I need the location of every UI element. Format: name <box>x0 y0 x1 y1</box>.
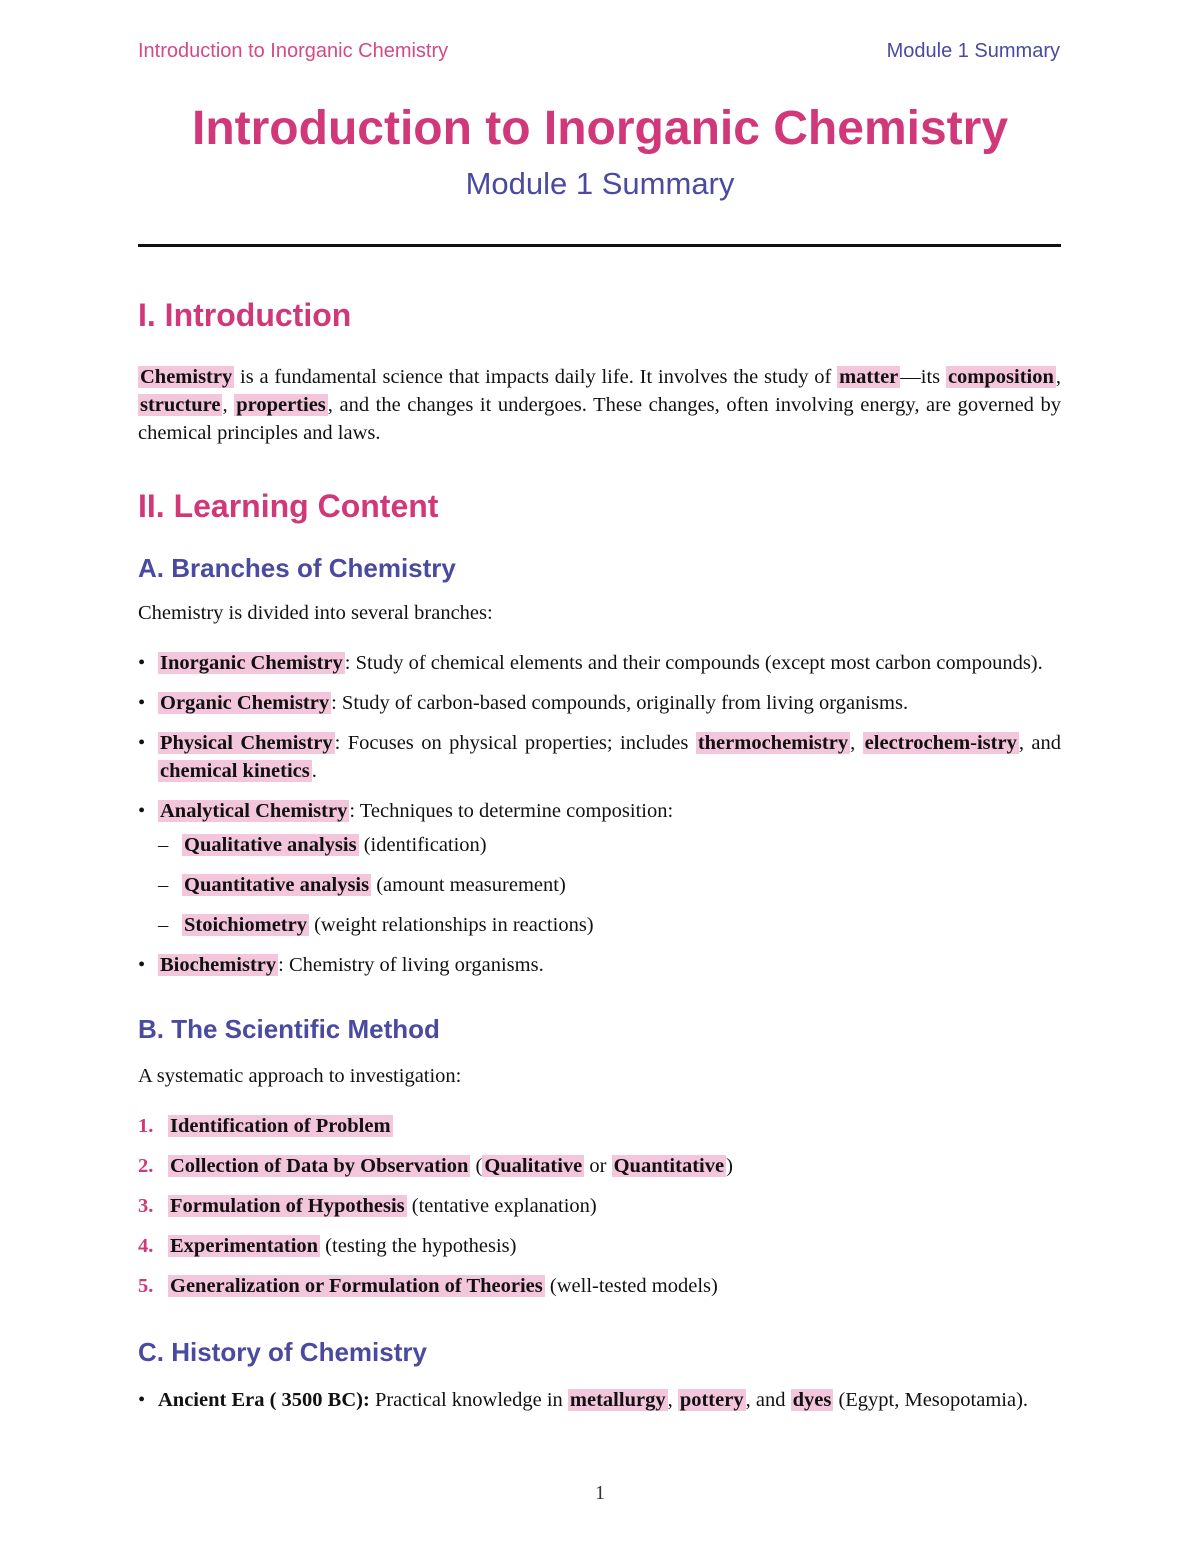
era-description: , <box>667 1389 678 1412</box>
list-item <box>138 1272 1061 1300</box>
term-biochemistry: Biochemistry <box>160 953 277 976</box>
step-term: Collection of Data by Observation <box>170 1154 469 1177</box>
term-description: : Focuses on physical properties; includes <box>334 731 696 754</box>
keyword-qualitative: Qualitative <box>484 1154 583 1177</box>
term-analytical-chemistry: Analytical Chemistry <box>160 799 348 822</box>
keyword-dyes: dyes <box>792 1389 832 1412</box>
term-description: : Study of chemical elements and their compounds (except most carbon compounds). <box>344 651 1043 674</box>
branches-intro: Chemistry is divided into several branches: <box>138 601 493 624</box>
term-description: : Study of carbon-based compounds, originally from living organisms. <box>331 691 909 714</box>
intro-text: , and the changes it undergoes. These changes, often involving energy, are governed by chemical principles and laws. <box>138 394 1062 445</box>
document-title: Introduction to Inorganic Chemistry <box>191 102 1009 155</box>
list-item <box>138 1152 1061 1180</box>
section-introduction-heading: I. Introduction <box>138 297 352 333</box>
step-number: 1. <box>138 1114 154 1137</box>
list-item <box>138 1232 1061 1260</box>
term-stoichiometry: Stoichiometry <box>184 913 307 936</box>
keyword-metallurgy: metallurgy <box>569 1389 666 1412</box>
term-description: (amount measurement) <box>371 873 566 896</box>
era-label: Ancient Era ( 3500 BC): <box>158 1389 370 1412</box>
intro-text: is a fundamental science that impacts daily life. It involves the study of <box>234 366 838 389</box>
step-term: Experimentation <box>170 1234 319 1257</box>
sub-list-item <box>158 831 1061 859</box>
section-learning-content-heading: II. Learning Content <box>138 488 439 525</box>
step-description: (tentative explanation) <box>406 1194 597 1217</box>
step-description: (well-tested models) <box>544 1274 718 1297</box>
keyword-thermochemistry: thermochemistry <box>697 731 849 754</box>
term-description: : Chemistry of living organisms. <box>278 953 544 976</box>
intro-text: , <box>222 394 235 417</box>
running-header-module: Module 1 Summary <box>886 40 1060 62</box>
title-rule <box>138 244 1061 247</box>
intro-text: —its <box>900 366 946 389</box>
sub-list-item <box>158 911 1061 939</box>
keyword-composition: composition <box>947 366 1054 389</box>
step-term: Generalization or Formulation of Theories <box>170 1274 543 1297</box>
era-description: Practical knowledge in <box>369 1389 568 1412</box>
step-description: (testing the hypothesis) <box>320 1234 517 1257</box>
method-steps-list <box>138 1112 1061 1300</box>
list-item <box>138 1386 1061 1414</box>
list-item <box>138 1192 1061 1220</box>
era-description: (Egypt, Mesopotamia). <box>833 1389 1029 1412</box>
list-item <box>138 797 1061 939</box>
branches-list <box>138 649 1061 979</box>
term-description: . <box>311 759 317 782</box>
step-description: ( <box>470 1154 483 1177</box>
term-qualitative-analysis: Qualitative analysis <box>184 833 357 856</box>
term-description: (identification) <box>358 833 487 856</box>
term-inorganic-chemistry: Inorganic Chemistry <box>160 651 343 674</box>
step-description: or <box>584 1154 612 1177</box>
keyword-pottery: pottery <box>679 1389 744 1412</box>
keyword-matter: matter <box>839 366 899 389</box>
term-description: , and <box>1018 731 1061 754</box>
term-organic-chemistry: Organic Chemistry <box>160 691 330 714</box>
list-item <box>138 1112 1061 1140</box>
term-description: (weight relationships in reactions) <box>308 913 594 936</box>
list-item <box>138 649 1061 677</box>
step-number: 2. <box>138 1154 154 1177</box>
step-number: 5. <box>138 1274 154 1297</box>
main-content <box>138 290 1061 1414</box>
step-term: Formulation of Hypothesis <box>170 1194 405 1217</box>
term-quantitative-analysis: Quantitative analysis <box>184 873 370 896</box>
history-list <box>138 1386 1061 1414</box>
keyword-properties: properties <box>236 394 326 417</box>
running-header-title: Introduction to Inorganic Chemistry <box>138 40 449 62</box>
term-physical-chemistry: Physical Chemistry <box>160 731 333 754</box>
step-number: 3. <box>138 1194 154 1217</box>
intro-text: , <box>1055 366 1061 389</box>
page-number: 1 <box>595 1482 605 1504</box>
step-term: Identification of Problem <box>170 1114 391 1137</box>
subsection-branches-heading: A. Branches of Chemistry <box>138 553 456 584</box>
document-subtitle: Module 1 Summary <box>465 166 735 201</box>
analytical-sublist <box>158 831 1061 939</box>
method-intro: A systematic approach to investigation: <box>138 1064 462 1087</box>
subsection-history-heading: C. History of Chemistry <box>138 1336 427 1367</box>
era-description: , and <box>745 1389 791 1412</box>
step-description: ) <box>726 1154 733 1177</box>
list-item <box>138 729 1061 785</box>
keyword-chemical-kinetics: chemical kinetics <box>160 759 310 782</box>
subsection-scientific-method-heading: B. The Scientific Method <box>138 1013 440 1044</box>
keyword-chemistry: Chemistry <box>140 366 233 389</box>
keyword-structure: structure <box>140 394 221 417</box>
introduction-paragraph <box>138 363 1061 447</box>
term-description: , <box>850 731 863 754</box>
keyword-quantitative: Quantitative <box>613 1154 725 1177</box>
keyword-electrochemistry: electrochem-istry <box>864 731 1017 754</box>
term-description: : Techniques to determine composition: <box>349 799 674 822</box>
step-number: 4. <box>138 1234 154 1257</box>
sub-list-item <box>158 871 1061 899</box>
list-item <box>138 689 1061 717</box>
list-item <box>138 951 1061 979</box>
